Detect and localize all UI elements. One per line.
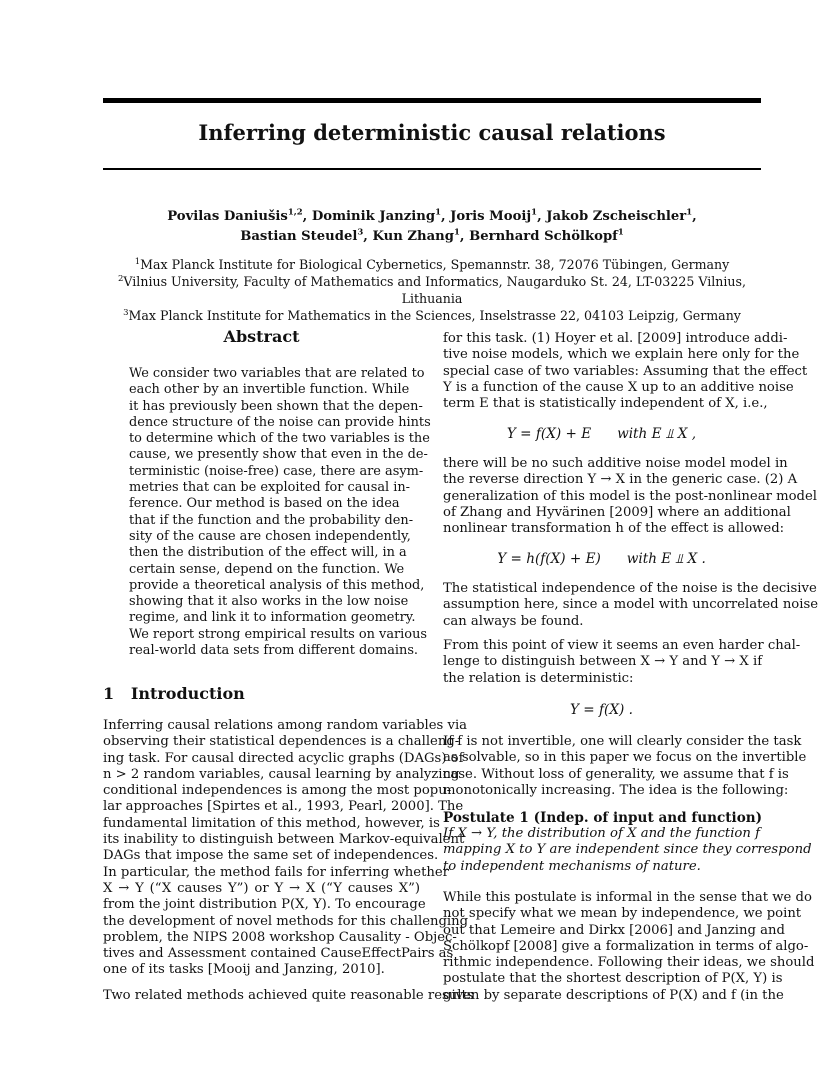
affiliation-2: $^2$Vilnius University, Faculty of Mathematics and Informatics, Naugarduko St. 24, LT-03225 Vilnius, Lithuania (117, 273, 747, 306)
right-paragraph-3: The statistical independence of the noise is the decisive assumption here, since a model with uncorrelated noise can always be found. (443, 581, 819, 629)
postulate-heading: Postulate 1 (Indep. of input and function) (443, 810, 763, 826)
right-paragraph-2: there will be no such additive noise model model in the reverse direction Y → X in the generic case. (2) A generalization of this model is the post-nonlinear model of Zhang and Hyvärinen [2009] where an additional nonlinear transformation h of the effect is allowed: (443, 456, 817, 537)
right-paragraph-5: If f is not invertible, one will clearly consider the task as solvable, so in this paper we focus on the invertible case. Without loss of generality, we assume that f is monotonically increasing. The idea is the following: (443, 734, 807, 798)
equation-additive-noise: Y = f(X) + E with E ⫫ X , (506, 426, 697, 442)
intro-paragraph-1: Inferring causal relations among random variables via observing their statistical dependences is a challeng- ing task. For causal directed acyclic graphs (DAGs) of n > 2 random variables, causal learning by analyzing conditional independences is among the most popu- lar approaches [Spirtes et al., 1993, Pearl, 2000]. The fundamental limitation of this method, however, is its inability to distinguish between Markov-equivalent DAGs that impose the same set of independences. In particular, the method fails for inferring whether X → Y (“X causes Y”) or Y → X (“Y causes X”) from the joint distribution P(X, Y). To encourage the development of novel methods for this challenging problem, the NIPS 2008 workshop Causality - Objec- tives and Assessment contained CauseEffectPairs as one of its tasks [Mooij and Janzing, 2010]. (103, 718, 469, 978)
affiliation-1: $^1$Max Planck Institute for Biological Cybernetics, Spemannstr. 38, 72076 Tübingen, Germany (134, 256, 730, 272)
affiliations (90, 256, 774, 324)
top-rule (103, 98, 761, 103)
intro-paragraph-2: Two related methods achieved quite reasonable results (103, 988, 474, 1003)
equation-deterministic: Y = f(X) . (570, 702, 633, 718)
title-rule (103, 168, 761, 170)
affiliation-3: $^3$Max Planck Institute for Mathematics in the Sciences, Inselstrasse 22, 04103 Leipzig, Germany (123, 307, 741, 323)
abstract-body: We consider two variables that are related to each other by an invertible function. While it has previously been shown that the depen- dence structure of the noise can provide hints to determine which of the two variables is the cause, we presently show that even in the de- terministic (noise-free) case, there are asym- metries that can be exploited for causal in- ference. Our method is based on the idea that if the function and the probability den- sity of the cause are chosen independently, then the distribution of the effect will, in a certain sense, depend on the function. We provide a theoretical analysis of this method, showing that it also works in the low noise regime, and link it to information geometry. We report strong empirical results on various real-world data sets from different domains. (129, 366, 431, 659)
right-paragraph-1: for this task. (1) Hoyer et al. [2009] introduce addi- tive noise models, which we explain here only for the special case of two variables: Assuming that the effect Y is a function of the cause X up to an additive noise term E that is statistically independent of X, i.e., (443, 331, 808, 412)
right-paragraph-4: From this point of view it seems an even harder chal- lenge to distinguish between X → Y and Y → X if the relation is deterministic: (443, 638, 801, 686)
author-list: Povilas Daniušis$^{1,2}$, Dominik Janzing$^1$, Joris Mooij$^1$, Jakob Zscheischler$^1$, Bastian Steudel$^3$, Kun Zhang$^1$, Bernhard Schölkopf$^1$ (167, 207, 697, 244)
right-paragraph-6: While this postulate is informal in the sense that we do not specify what we mean by independence, we point out that Lemeire and Dirkx [2006] and Janzing and Schölkopf [2008] give a formalization in terms of algo- rithmic independence. Following their ideas, we should postulate that the shortest description of P(X, Y) is given by separate descriptions of P(X) and f (in the (443, 890, 815, 1003)
equation-post-nonlinear: Y = h(f(X) + E) with E ⫫ X . (497, 551, 706, 567)
abstract-heading: Abstract (223, 327, 300, 346)
paper-title: Inferring deterministic causal relations (198, 120, 666, 145)
postulate-body: If X → Y, the distribution of X and the function f mapping X to Y are independent since they correspond to independent mechanisms of nature. (443, 826, 812, 874)
section-heading-introduction: 1 Introduction (103, 684, 245, 703)
